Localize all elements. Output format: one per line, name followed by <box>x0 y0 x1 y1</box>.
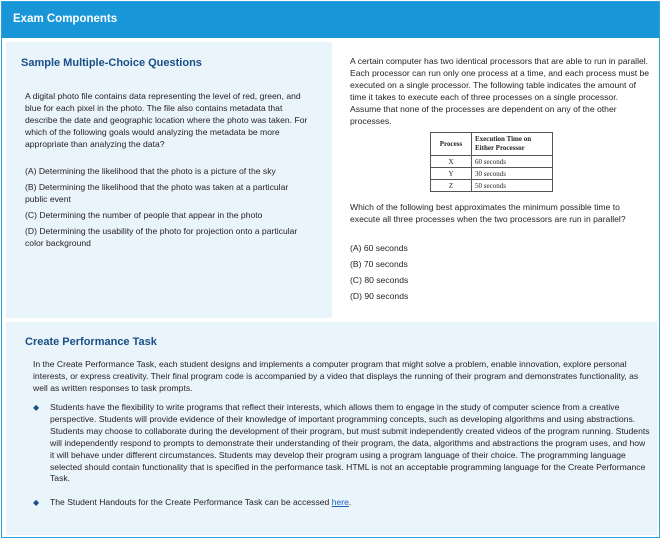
question-1-text: A digital photo file contains data representing the level of red, green, and blue for each pixel in the photo. The file also contains metadata that describe the date and geographic location where the photo was taken. For which of the following goals would analyzing the metadata be more appropriate than analyzing the data? <box>25 91 308 149</box>
table-cell-process: Y <box>431 168 472 180</box>
question-2-prompt: Which of the following best approximates the minimum possible time to execute all three processes when the two processors are run in parallel? <box>350 202 626 224</box>
table-header-process: Process <box>431 133 472 156</box>
table-cell-process: X <box>431 156 472 168</box>
question-2-option-b: (B) 70 seconds <box>350 259 408 269</box>
mcq-heading: Sample Multiple-Choice Questions <box>21 57 202 69</box>
table-cell-time: 30 seconds <box>472 168 553 180</box>
table-header-row <box>431 133 553 156</box>
table-row <box>431 168 553 180</box>
create-performance-task-panel <box>6 322 657 535</box>
diamond-bullet-icon: ◆ <box>33 403 40 412</box>
question-2-option-c: (C) 80 seconds <box>350 275 409 285</box>
cpt-heading: Create Performance Task <box>25 336 157 348</box>
question-2-option-a: (A) 60 seconds <box>350 243 408 253</box>
table-row <box>431 180 553 192</box>
table-row <box>431 156 553 168</box>
table-cell-time: 50 seconds <box>472 180 553 192</box>
process-time-table <box>430 132 553 192</box>
question-2-option-d: (D) 90 seconds <box>350 291 409 301</box>
exam-components-card <box>1 1 660 538</box>
question-1-option-c: (C) Determining the number of people that appear in the photo <box>25 210 263 220</box>
cpt-intro-text: In the Create Performance Task, each student designs and implements a computer program that might solve a problem, enable innovation, explore personal interests, or express creativity. Their final program code is accompanied by a video that displays the running of their program and demonstrates functionality, as well as written responses to task prompts. <box>33 359 639 393</box>
mcq-left-column <box>6 42 326 318</box>
diamond-bullet-icon: ◆ <box>33 498 40 507</box>
question-1-option-d: (D) Determining the usability of the photo for projection onto a particular color background <box>25 226 298 248</box>
student-handouts-link[interactable]: here <box>331 497 349 507</box>
link-suffix: . <box>348 497 352 507</box>
table-cell-time: 60 seconds <box>472 156 553 168</box>
table-cell-process: Z <box>431 180 472 192</box>
bullet-text-handouts <box>50 497 650 509</box>
question-2-text: A certain computer has two identical processors that are able to run in parallel. Each processor can run only one process at a time, and each process must be executed on a single processor. The following table indicates the amount of time it takes to execute each of three processes on a single processor. Assume that none of the processes are dependent on any of the other processes. <box>350 56 650 126</box>
question-1-option-b: (B) Determining the likelihood that the photo was taken at a particular public event <box>25 182 289 204</box>
bullet-text: Students have the flexibility to write programs that reflect their interests, which allows them to engage in the study of computer science from a creative perspective. Students will provide evidence of their knowledge of important programming concepts, such as developing algorithms and using abstractions. Students may choose to collaborate during the development of their program, but must submit independently created videos of the program running. Students will independently respond to prompts to demonstrate their understanding of their program, the data, algorithms and abstractions the program uses, and how it will behave under different circumstances. Students may develop their program using a program language of their choice. The programming language selected should contain functionality that is specified in the performance task. HTML is not an acceptable programming language for the Create Performance Task. <box>50 402 650 484</box>
mcq-right-column <box>332 42 657 318</box>
table-header-execution-time: Execution Time on Either Processor <box>472 133 553 156</box>
question-1-option-a: (A) Determining the likelihood that the photo is a picture of the sky <box>25 166 276 176</box>
bullet-text: The Student Handouts for the Create Performance Task can be accessed <box>50 497 330 507</box>
mcq-panel <box>6 42 657 318</box>
card-header <box>2 2 659 38</box>
card-title: Exam Components <box>13 13 118 25</box>
